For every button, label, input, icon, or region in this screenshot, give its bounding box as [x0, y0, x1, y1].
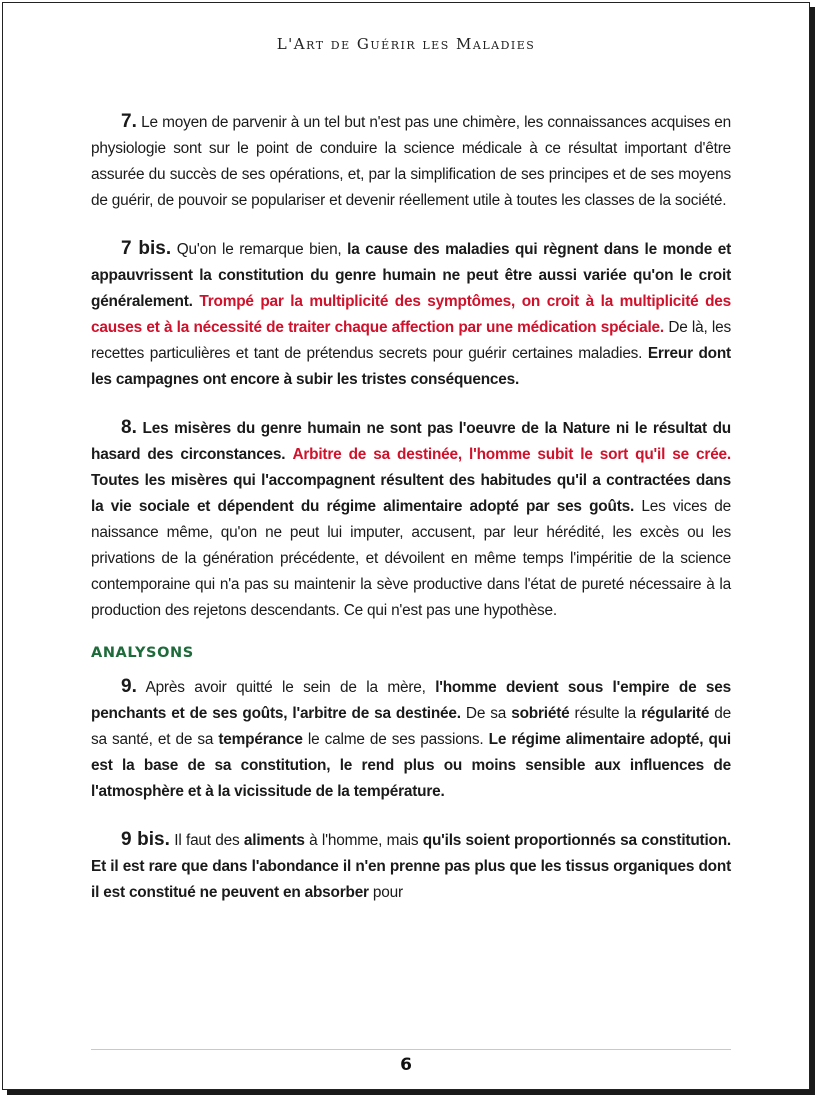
paragraph-number: 9.: [121, 676, 137, 697]
paragraph-group: [91, 674, 731, 906]
paragraph: [91, 236, 731, 393]
paragraph: [91, 674, 731, 805]
body-text: De là, les recettes particulières et tant de prétendus secrets pour guérir certaines maladies.: [91, 319, 732, 362]
paragraph-number: 7.: [121, 111, 137, 132]
paragraph-group: [91, 109, 731, 624]
paragraph-number: 7 bis.: [121, 238, 172, 259]
bold-text: Toutes les misères qui l'accompagnent résultent des habitudes qu'il a contractées dans la vie sociale et dépendent du régime alimentaire adopté par ses goûts.: [91, 472, 731, 515]
bold-text: tempérance: [218, 731, 303, 748]
body-text: Le moyen de parvenir à un tel but n'est pas une chimère, les connaissances acquises en physiologie sont sur le point de conduire la science médicale à ce résultat important d'être assurée du succès de ses opérations, et, par la simplification de ses principes et de ses moyens de guérir, de pouvoir se populariser et devenir réellement utile à toutes les classes de la société.: [91, 114, 731, 209]
paragraph-number: 9 bis.: [121, 829, 170, 850]
bold-text: Le régime alimentaire adopté, qui est la base de sa constitution, le rend plus ou moins sensible aux influences de l'atmosphère et à la vicissitude de la température.: [91, 731, 731, 800]
body-text: Il faut des: [169, 832, 244, 849]
running-header: L'Art de Guérir les Maladies: [276, 35, 536, 53]
bold-text: Erreur dont les campagnes ont encore à subir les tristes conséquences.: [91, 345, 731, 388]
section-heading: ANALYSONS: [91, 645, 194, 661]
body-text: Qu'on le remarque bien,: [171, 241, 348, 258]
paragraph: [91, 827, 731, 906]
body-text: de sa santé, et de sa: [91, 705, 732, 748]
highlighted-text: Trompé par la multiplicité des symptômes, on croit à la multiplicité des causes et à la nécessité de traiter chaque affection par une médication spéciale.: [91, 293, 732, 336]
book-page: [2, 2, 810, 1090]
bold-text: la cause des maladies qui règnent dans le monde et appauvrissent la constitution du genre humain ne peut être aussi variée qu'on le croit généralement.: [91, 241, 731, 310]
body-text: le calme de ses passions.: [302, 731, 489, 748]
body-text: Après avoir quitté le sein de la mère,: [136, 679, 436, 696]
bold-text: qu'ils soient proportionnés sa constitution. Et il est rare que dans l'abondance il n'en prenne pas plus que les tissus organiques dont il est constitué ne peuvent en absorber: [91, 832, 731, 901]
paragraph: [91, 415, 731, 624]
body-text: Les vices de naissance même, qu'on ne peut lui imputer, accusent, par leur hérédité, les excès ou les privations de la génération précédente, et dévoilent en même temps l'impéritie de la science contemporaine qui n'a pas su maintenir la sève productive dans l'état de pureté nécessaire à la production des rejetons descendants. Ce qui n'est pas une hypothèse.: [91, 498, 731, 619]
body-text: résulte la: [569, 705, 642, 722]
body-text: pour: [368, 884, 403, 901]
body-text: à l'homme, mais: [304, 832, 423, 849]
bold-text: sobriété: [511, 705, 570, 722]
bold-text: régularité: [641, 705, 710, 722]
paragraph: [91, 109, 731, 214]
footer-rule: [91, 1049, 731, 1050]
bold-text: l'homme devient sous l'empire de ses penchants et de ses goûts, l'arbitre de sa destinée.: [91, 679, 732, 722]
bold-text: aliments: [243, 832, 305, 849]
page-body: [91, 109, 731, 928]
page-number: 6: [400, 1055, 412, 1075]
body-text: De sa: [460, 705, 512, 722]
bold-text: Les misères du genre humain ne sont pas l'oeuvre de la Nature ni le résultat du hasard des circonstances.: [91, 420, 731, 463]
highlighted-text: Arbitre de sa destinée, l'homme subit le sort qu'il se crée.: [292, 446, 731, 463]
paragraph-number: 8.: [121, 417, 137, 438]
